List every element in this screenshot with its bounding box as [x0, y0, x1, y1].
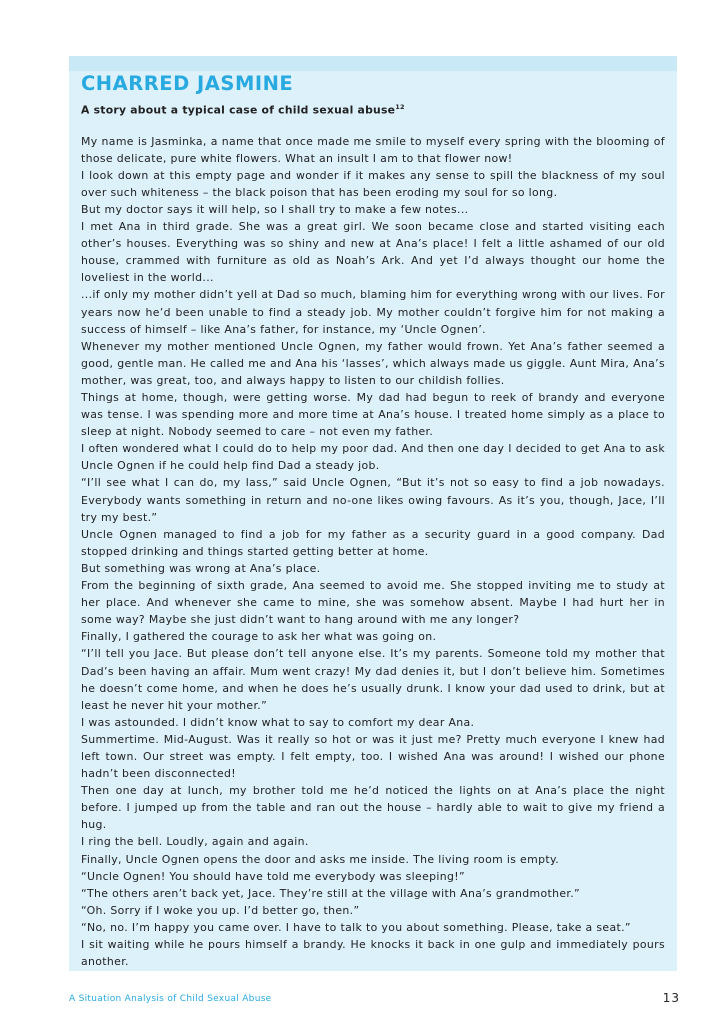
paragraph: Uncle Ognen managed to find a job for my father as a security guard in a good company. Dad stopped drinking and things started getting better at home. — [81, 527, 665, 558]
paragraph: Whenever my mother mentioned Uncle Ognen, my father would frown. Yet Ana’s father seemed a good, gentle man. He called me and Ana his ‘lasses’, which always made us giggle. Aunt Mira, Ana’s mother, was great, too, and always happy to listen to our childish follies. — [81, 339, 665, 387]
footnote-ref: 12 — [395, 103, 405, 111]
paragraph: “Uncle Ognen! You should have told me everybody was sleeping!” — [81, 869, 466, 883]
paragraph: From the beginning of sixth grade, Ana seemed to avoid me. She stopped inviting me to study at her place. And whenever she came to mine, she was somehow absent. Maybe I had hurt her in some way? Maybe she just didn’t want to hang around with me any longer? — [81, 579, 665, 627]
paragraph: I look down at this empty page and wonder if it makes any sense to spill the blackness of my soul over such whiteness – the black poison that has been eroding my soul for so long. — [81, 168, 665, 199]
paragraph: “No, no. I’m happy you came over. I have to talk to you about something. Please, take a seat.” — [81, 920, 631, 934]
footer-publication-title: A Situation Analysis of Child Sexual Abuse — [69, 994, 272, 1004]
paragraph: “I’ll tell you Jace. But please don’t tell anyone else. It’s my parents. Someone told my mother that Dad’s been having an affair. Mum went crazy! My dad denies it, but I don’t believe him. Sometimes he doesn’t come home, and when he does he’s usually drunk. I know your dad used to drink, but at least he never hit your mother.” — [81, 647, 665, 712]
paragraph: Finally, Uncle Ognen opens the door and asks me inside. The living room is empty. — [81, 852, 560, 866]
story-box — [69, 56, 677, 971]
paragraph: But something was wrong at Ana’s place. — [81, 561, 321, 575]
paragraph: Things at home, though, were getting worse. My dad had begun to reek of brandy and everyone was tense. I was spending more and more time at Ana’s house. I treated home simply as a place to sleep at night. Nobody seemed to care – not even my father. — [81, 391, 665, 439]
paragraph: I met Ana in third grade. She was a great girl. We soon became close and started visiting each other’s houses. Everything was so shiny and new at Ana’s place! I felt a little ashamed of our old house, crammed with furniture as old as Noah’s Ark. And yet I’d always thought our home the loveliest in the world... — [81, 220, 665, 285]
paragraph: Then one day at lunch, my brother told me he’d noticed the lights on at Ana’s place the night before. I jumped up from the table and ran out the house – hardly able to wait to give my friend a hug. — [81, 784, 665, 832]
story-subtitle — [81, 99, 665, 119]
paragraph: “The others aren’t back yet, Jace. They’re still at the village with Ana’s grandmother.” — [81, 886, 581, 900]
paragraph: “I’ll see what I can do, my lass,” said Uncle Ognen, “But it’s not so easy to find a job nowadays. Everybody wants something in return and no-one likes owing favours. As it’s you, though, Jace, I’ll try my best.” — [81, 476, 665, 524]
paragraph: I sit waiting while he pours himself a brandy. He knocks it back in one gulp and immediately pours another. — [81, 938, 665, 969]
paragraph: But my doctor says it will help, so I shall try to make a few notes... — [81, 202, 469, 216]
paragraph: I ring the bell. Loudly, again and again. — [81, 835, 309, 849]
page-number: 13 — [662, 991, 680, 1005]
paragraph: Summertime. Mid-August. Was it really so hot or was it just me? Pretty much everyone I knew had left town. Our street was empty. I felt empty, too. I wished Ana was around! I wished our phone hadn’t been disconnected! — [81, 732, 665, 781]
paragraph: I was astounded. I didn’t know what to say to comfort my dear Ana. — [81, 715, 475, 729]
paragraph: ...if only my mother didn’t yell at Dad so much, blaming him for everything wrong with our lives. For years now he’d been unable to find a steady job. My mother couldn’t forgive him for not making a success of himself – like Ana’s father, for instance, my ‘Uncle Ognen’. — [81, 288, 665, 336]
story-body — [81, 133, 665, 971]
paragraph: Finally, I gathered the courage to ask her what was going on. — [81, 630, 437, 644]
story-title: CHARRED JASMINE — [81, 72, 294, 95]
subtitle-text: A story about a typical case of child sexual abuse — [81, 103, 396, 117]
paragraph: My name is Jasminka, a name that once made me smile to myself every spring with the blooming of those delicate, pure white flowers. What an insult I am to that flower now! — [81, 134, 665, 165]
paragraph: I often wondered what I could do to help my poor dad. And then one day I decided to get Ana to ask Uncle Ognen if he could help find Dad a steady job. — [81, 442, 665, 473]
paragraph: “Oh. Sorry if I woke you up. I’d better go, then.” — [81, 903, 360, 917]
